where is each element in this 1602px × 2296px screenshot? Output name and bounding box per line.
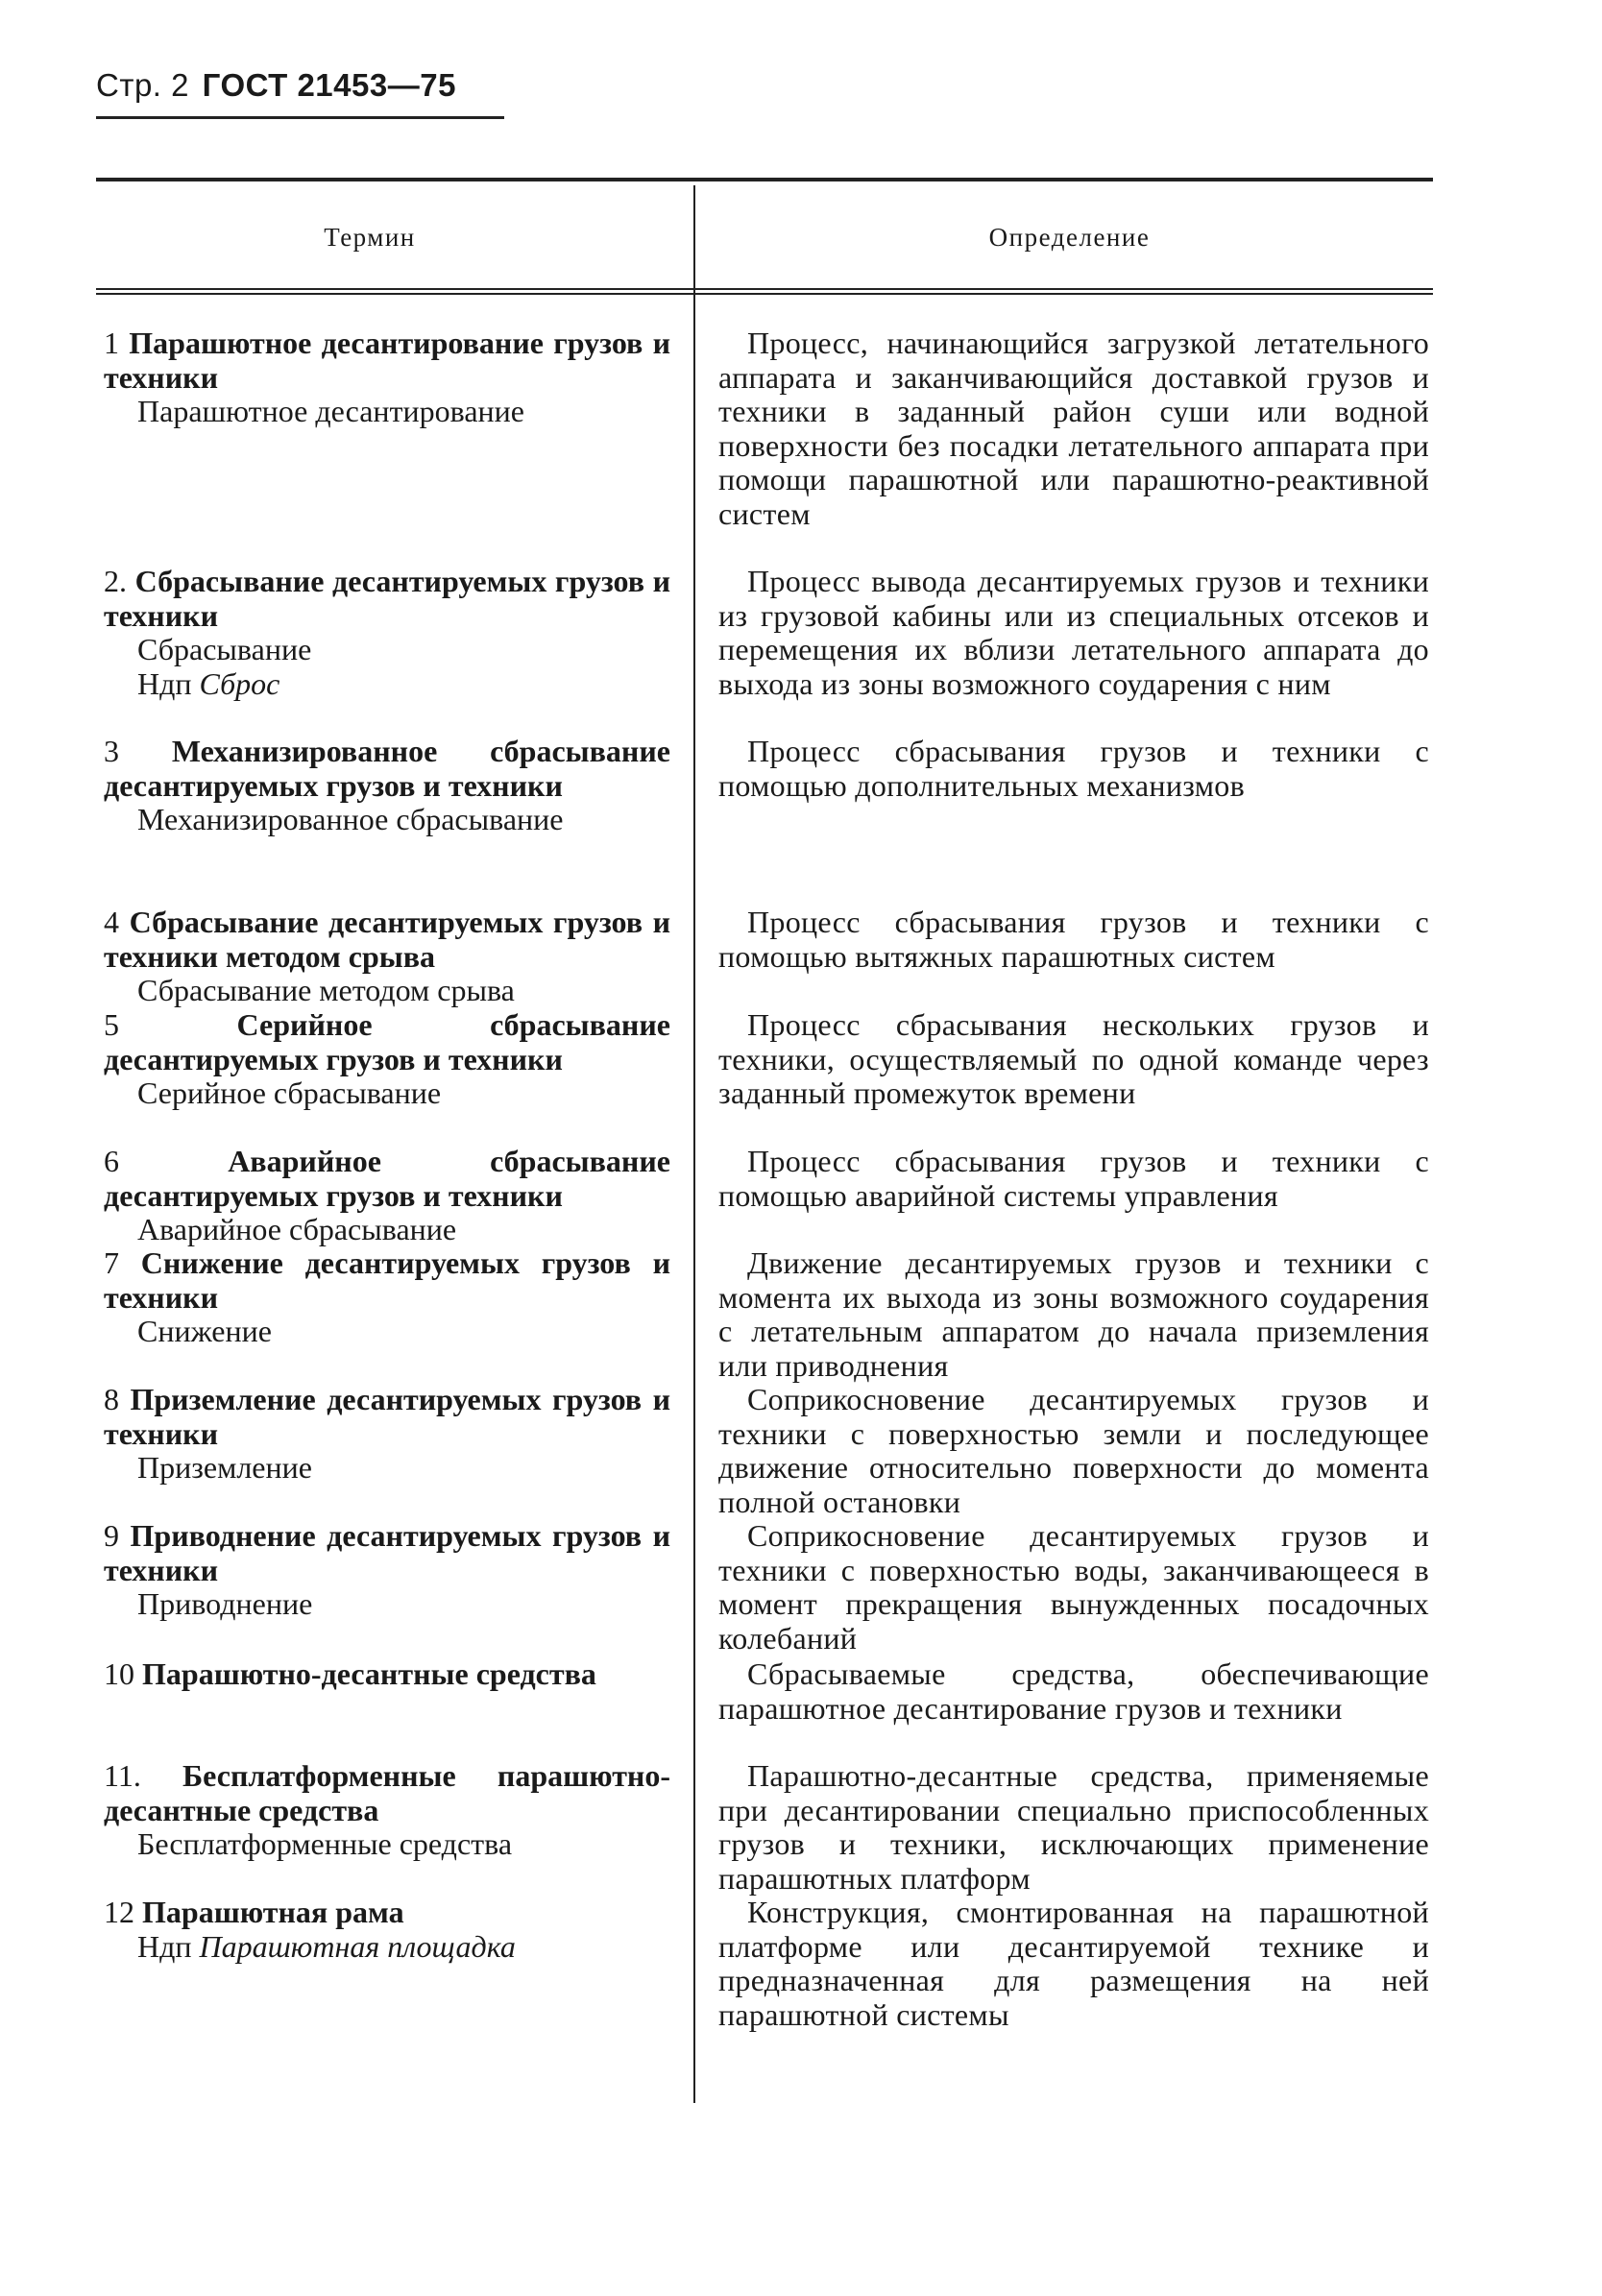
definition-6: Процесс сбрасывания грузов и техники с помощью аварийной системы управления — [718, 1144, 1429, 1213]
term-heading: 5 Серийное сбрасывание десантируемых грузов и техники — [104, 1007, 671, 1076]
term-heading: 9 Приводнение десантируемых грузов и техники — [104, 1518, 671, 1587]
term-synonym: Приводнение — [137, 1586, 313, 1621]
term-entry-5 — [104, 1008, 670, 1111]
term-entry-1 — [104, 326, 670, 429]
term-heading: 4 Сбрасывание десантируемых грузов и техники методом срыва — [104, 905, 670, 974]
term-synonym: Аварийное сбрасывание — [137, 1212, 457, 1246]
definition-8: Соприкосновение десантируемых грузов и техники с поверхностью земли и последующее движение относительно поверхности до момента полной остановки — [718, 1382, 1429, 1519]
definition-10: Сбрасываемые средства, обеспечивающие парашютное десантирование грузов и техники — [718, 1656, 1429, 1726]
term-synonym: Механизированное сбрасывание — [137, 802, 564, 836]
term-synonym: Парашютное десантирование — [137, 394, 524, 428]
term-synonym: Бесплатформенные средства — [137, 1826, 513, 1861]
term-synonym: Приземление — [137, 1450, 312, 1485]
header-rule — [96, 116, 504, 119]
term-heading: 8 Приземление десантируемых грузов и техники — [104, 1382, 670, 1451]
term-entry-12 — [104, 1896, 670, 1964]
page-header — [96, 67, 456, 104]
term-entry-11 — [104, 1759, 670, 1862]
term-entry-6 — [104, 1145, 670, 1247]
term-heading: 1 Парашютное десантирование грузов и техники — [104, 326, 671, 395]
header-double-rule — [96, 288, 1433, 295]
term-heading: 11. Бесплатформенные парашютно-десантные средства — [104, 1758, 670, 1827]
term-heading: 7 Снижение десантируемых грузов и техники — [104, 1245, 671, 1315]
term-heading: 3 Механизированное сбрасывание десантируемых грузов и техники — [104, 734, 671, 803]
term-heading: 10 Парашютно-десантные средства — [104, 1656, 596, 1691]
term-entry-10 — [104, 1657, 670, 1692]
term-synonym: Серийное сбрасывание — [137, 1075, 442, 1110]
term-synonym: Сбрасывание — [137, 632, 312, 666]
table-top-rule — [96, 178, 1433, 181]
term-heading: 2. Сбрасывание десантируемых грузов и техники — [104, 564, 670, 633]
definition-7: Движение десантируемых грузов и техники с момента их выхода из зоны возможного соударения с летательным аппаратом до начала приземления или приводнения — [718, 1245, 1429, 1383]
definition-2: Процесс вывода десантируемых грузов и техники из грузовой кабины или из специальных отсеков и перемещения их вблизи летательного аппарата до выхода из зоны возможного соударения с ним — [718, 564, 1429, 701]
column-divider — [693, 185, 695, 2103]
term-entry-2 — [104, 565, 670, 701]
term-deprecated: Ндп Парашютная площадка — [137, 1928, 516, 1964]
definition-11: Парашютно-десантные средства, применяемые при десантировании специально приспособленных грузов и техники, исключающих применение парашютных платформ — [718, 1758, 1429, 1896]
standard-code: ГОСТ 21453—75 — [202, 67, 456, 103]
term-entry-4 — [104, 906, 670, 1008]
term-synonym: Снижение — [137, 1314, 272, 1348]
term-entry-9 — [104, 1519, 670, 1622]
term-entry-8 — [104, 1383, 670, 1486]
definition-12: Конструкция, смонтированная на парашютной платформе или десантируемой технике и предназначенная для размещения на ней парашютной системы — [718, 1895, 1429, 2032]
definition-5: Процесс сбрасывания нескольких грузов и техники, осуществляемый по одной команде через заданный промежуток времени — [718, 1007, 1429, 1110]
term-heading: 6 Аварийное сбрасывание десантируемых грузов и техники — [104, 1144, 671, 1213]
term-entry-7 — [104, 1246, 670, 1349]
term-heading: 12 Парашютная рама — [104, 1895, 404, 1929]
term-entry-3 — [104, 735, 670, 837]
page-label: Стр. 2 — [96, 67, 189, 103]
definition-9: Соприкосновение десантируемых грузов и техники с поверхностью воды, заканчивающееся в момент прекращения вынужденных посадочных колебаний — [718, 1518, 1429, 1656]
term-synonym: Сбрасывание методом срыва — [137, 973, 515, 1007]
term-deprecated: Ндп Сброс — [137, 665, 280, 701]
column-header-term: Термин — [324, 223, 416, 252]
definition-1: Процесс, начинающийся загрузкой летательного аппарата и заканчивающийся доставкой грузов и техники в заданный район суши или водной поверхности без посадки летательного аппарата при помощи парашютной или парашютно-реактивной систем — [718, 326, 1429, 531]
definition-3: Процесс сбрасывания грузов и техники с помощью дополнительных механизмов — [718, 734, 1429, 803]
column-header-definition: Определение — [988, 223, 1151, 252]
definition-4: Процесс сбрасывания грузов и техники с помощью вытяжных парашютных систем — [718, 905, 1429, 974]
